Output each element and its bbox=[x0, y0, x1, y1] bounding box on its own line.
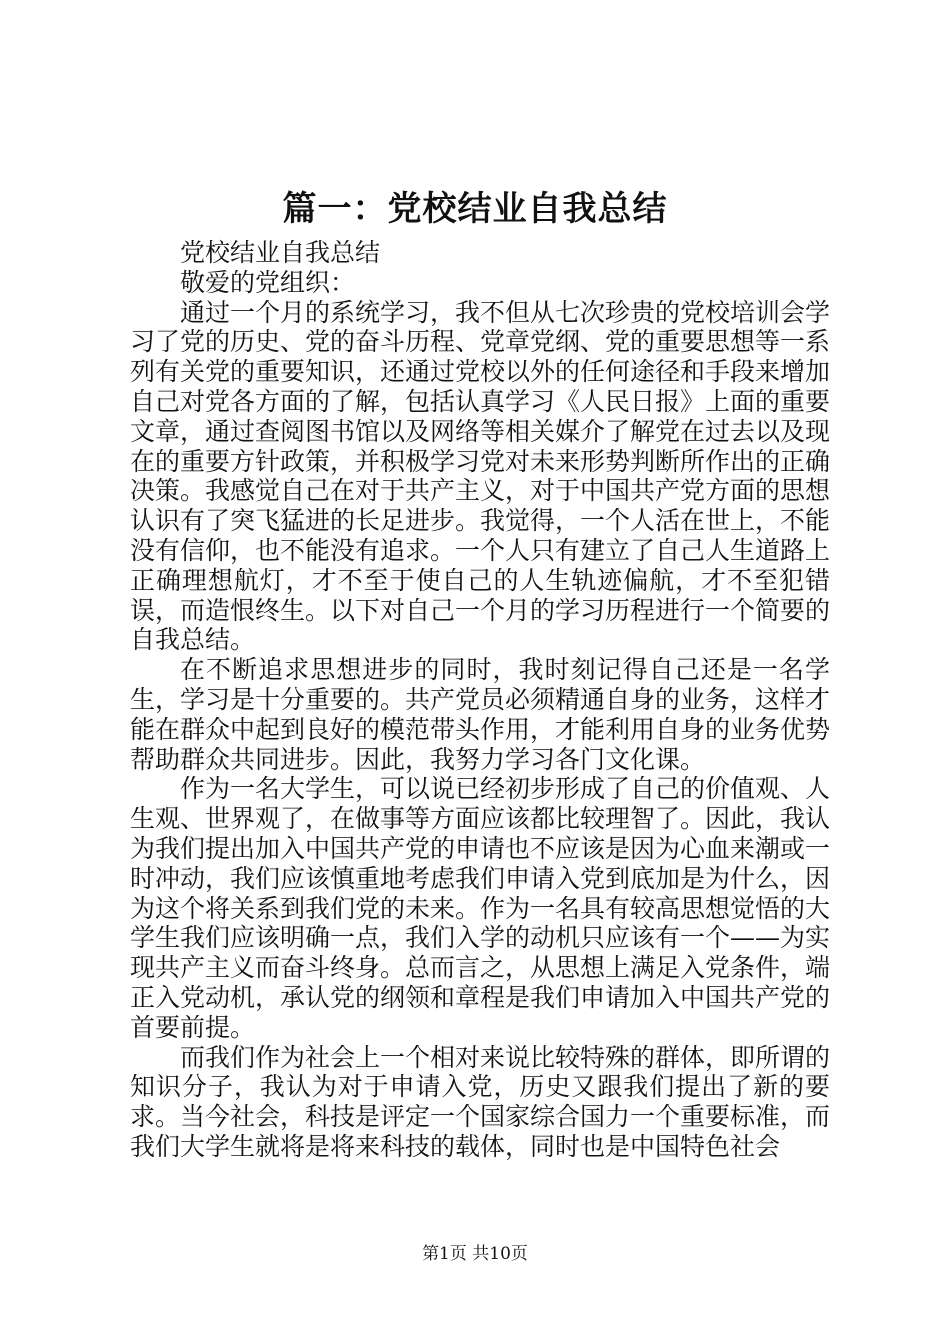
document-body bbox=[130, 238, 830, 1162]
paragraph: 通过一个月的系统学习，我不但从七次珍贵的党校培训会学习了党的历史、党的奋斗历程、党章党纲、党的重要思想等一系列有关党的重要知识，还通过党校以外的任何途径和手段来增加自己对党各方面的了解，包括认真学习《人民日报》上面的重要文章，通过查阅图书馆以及网络等相关媒介了解党在过去以及现在的重要方针政策，并积极学习党对未来形势判断所作出的正确决策。我感觉自己在对于共产主义，对于中国共产党方面的思想认识有了突飞猛进的长足进步。我觉得，一个人活在世上，不能没有信仰，也不能没有追求。一个人只有建立了自己人生道路上正确理想航灯，才不至于使自己的人生轨迹偏航，才不至犯错误，而造恨终生。以下对自己一个月的学习历程进行一个简要的自我总结。 bbox=[130, 297, 831, 655]
page-number: 第1页 共10页 bbox=[422, 1244, 528, 1264]
paragraph: 作为一名大学生，可以说已经初步形成了自己的价值观、人生观、世界观了，在做事等方面应该都比较理智了。因此，我认为我们提出加入中国共产党的申请也不应该是因为心血来潮或一时冲动，我们应该慎重地考虑我们申请入党到底加是为什么，因为这个将关系到我们党的未来。作为一名具有较高思想觉悟的大学生我们应该明确一点，我们入学的动机只应该有一个——为实现共产主义而奋斗终身。总而言之，从思想上满足入党条件，端正入党动机，承认党的纲领和章程是我们申请加入中国共产党的首要前提。 bbox=[130, 774, 831, 1042]
paragraph-salutation: 敬爱的党组织： bbox=[180, 267, 356, 297]
paragraph-heading: 党校结业自我总结 bbox=[180, 238, 381, 267]
page-title: 篇一：党校结业自我总结 bbox=[282, 189, 668, 229]
paragraph: 在不断追求思想进步的同时，我时刻记得自己还是一名学生，学习是十分重要的。共产党员必须精通自身的业务，这样才能在群众中起到良好的模范带头作用，才能利用自身的业务优势帮助群众共同进步。因此，我努力学习各门文化课。 bbox=[130, 655, 831, 774]
paragraph: 而我们作为社会上一个相对来说比较特殊的群体，即所谓的知识分子，我认为对于申请入党，历史又跟我们提出了新的要求。当今社会，科技是评定一个国家综合国力一个重要标准，而我们大学生就将是将来科技的载体，同时也是中国特色社会 bbox=[130, 1042, 831, 1161]
